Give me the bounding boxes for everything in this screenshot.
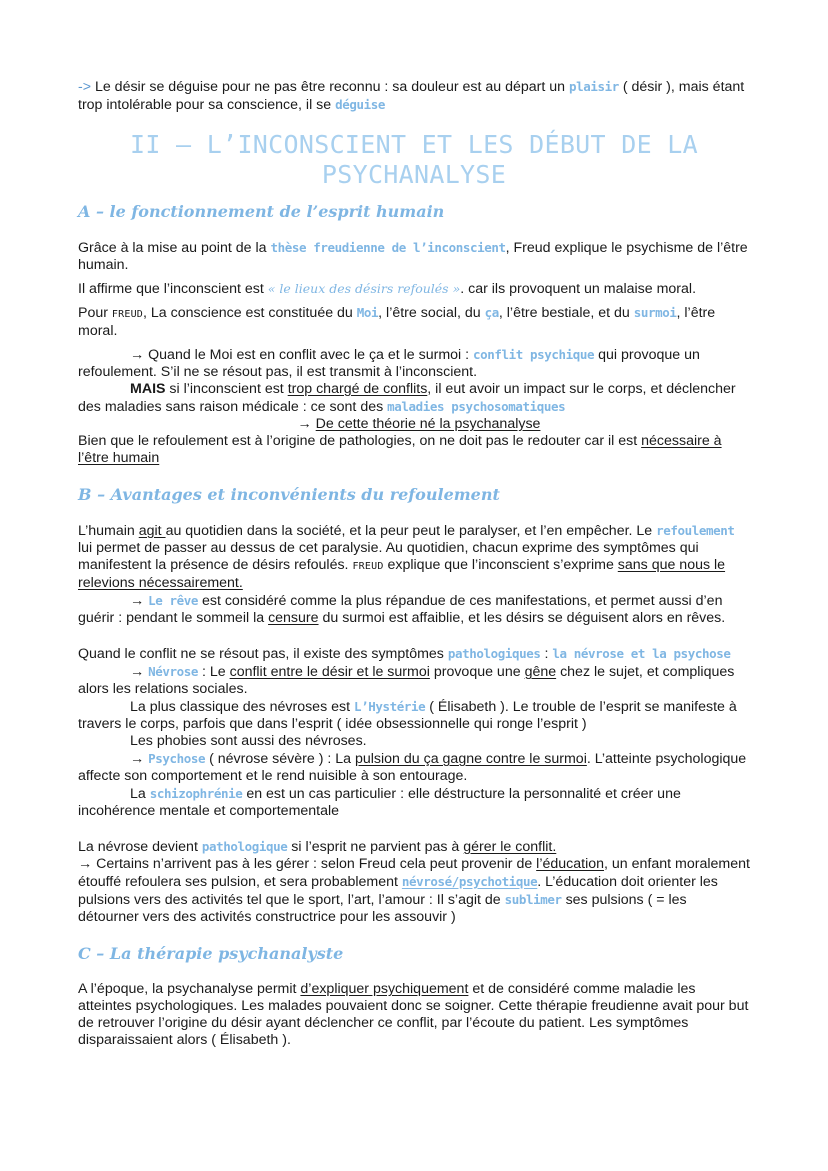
b-paragraph-8: La schizophrénie en est un cas particulier : elle déstructure la personnalité et créer une incohérence mentale et comportementale bbox=[78, 786, 681, 819]
text: Le désir se déguise pour ne pas être reconnu : sa douleur est au départ un bbox=[91, 79, 569, 95]
b-paragraph-3: Quand le conflit ne se résout pas, il existe des symptômes pathologiques : la névrose et la psychose bbox=[78, 646, 731, 662]
a-paragraph-5: MAIS si l’inconscient est trop chargé de conflits, il eut avoir un impact sur le corps, et déclencher des maladies sans raison médicale : ce sont des maladies psychosomatiques bbox=[78, 381, 736, 415]
a-paragraph-2: Il affirme que l’inconscient est « le lieux des désirs refoulés ». car ils provoquent un malaise moral. bbox=[78, 281, 697, 297]
heading-a: A – le fonctionnement de l’esprit humain bbox=[78, 202, 445, 221]
keyword: plaisir bbox=[568, 79, 619, 94]
section-title: II – L’INCONSCIENT ET LES DÉBUT DE LA PSYCHANALYSE bbox=[130, 130, 698, 189]
b-paragraph-1: L’humain agit au quotidien dans la société, et la peur peut le paralyser, et l’en empêcher. Le refoulement lui permet de passer au dessus de cet paralysie. Au quotidien, chacun exprime des symptômes qui manifestent la présence de désirs refoulés. FREUD explique que l’inconscient s’exprime sans que nous le relevions nécessairement. bbox=[78, 523, 735, 591]
c-paragraph-1: A l’époque, la psychanalyse permit d’expliquer psychiquement et de considéré comme maladie les atteintes psychologiques. Les malades pouvaient donc se soigner. Cette thérapie freudienne avait pour but de retrouver l’origine du désir ayant déclencher ce conflit, par l’écoute du patient. Les symptômes disparaissaient alors ( Élisabeth ). bbox=[78, 981, 749, 1048]
b-paragraph-7: → Psychose ( névrose sévère ) : La pulsion du ça gagne contre le surmoi. L’atteinte psychologique affecte son comportement et le rend nuisible à son entourage. bbox=[78, 751, 747, 784]
heading-b: B – Avantages et inconvénients du refoulement bbox=[78, 485, 500, 504]
b-paragraph-4: → Névrose : Le conflit entre le désir et le surmoi provoque une gêne chez le sujet, et compliques alors les relations sociales. bbox=[78, 664, 735, 697]
b-paragraph-9: La névrose devient pathologique si l’esprit ne parvient pas à gérer le conflit. bbox=[78, 839, 557, 855]
freud-name: FREUD bbox=[111, 309, 144, 320]
a-paragraph-7: Bien que le refoulement est à l’origine de pathologies, on ne doit pas le redouter car il est nécessaire à l’être humain bbox=[78, 433, 722, 466]
text: ( désir ), mais étant trop intolérable pour sa conscience, il se bbox=[78, 79, 745, 113]
b-paragraph-5: La plus classique des névroses est L’Hystérie ( Élisabeth ). Le trouble de l’esprit se manifeste à travers le corps, parfois que dans l’esprit ( idée obsessionnelle qui ronge l’esprit ) bbox=[78, 699, 737, 732]
heading-c: C – La thérapie psychanalyste bbox=[78, 944, 344, 963]
keyword: thèse freudienne de l’inconscient bbox=[270, 240, 506, 255]
quote: « le lieux des désirs refoulés » bbox=[267, 281, 461, 296]
a-paragraph-4: → Quand le Moi est en conflit avec le ça et le surmoi : conflit psychique qui provoque un refoulement. S’il ne se résout pas, il est transmit à l’inconscient. bbox=[78, 347, 700, 380]
a-paragraph-1: Grâce à la mise au point de la thèse freudienne de l’inconscient, Freud explique le psychisme de l’être humain. bbox=[78, 240, 748, 273]
a-paragraph-3: Pour FREUD, La conscience est constituée du Moi, l’être social, du ça, l’être bestiale, et du surmoi, l’être moral. bbox=[78, 305, 716, 339]
b-paragraph-10: → Certains n’arrivent pas à les gérer : selon Freud cela peut provenir de l’éducation, un enfant moralement étouffé refoulera ses pulsion, et sera probablement névrosé/psychotique. L’éducation doit orienter les pulsions vers des activités tel que le sport, l’art, l’amour : Il s’agit de sublimer ses pulsions ( = les détourner vers des activités constructrice pour les assouvir ) bbox=[78, 856, 750, 925]
intro-paragraph bbox=[78, 78, 750, 114]
a-paragraph-6: → De cette théorie né la psychanalyse bbox=[297, 416, 541, 432]
keyword: déguise bbox=[335, 97, 385, 112]
b-paragraph-6: Les phobies sont aussi des névroses. bbox=[130, 733, 367, 749]
document-page bbox=[78, 78, 750, 1049]
arrow-icon: -> bbox=[78, 79, 92, 95]
b-paragraph-2: → Le rêve est considéré comme la plus répandue de ces manifestations, et permet aussi d’en guérir : pendant le sommeil la censure du surmoi est affaiblie, et les désirs se déguisent alors en rêves. bbox=[78, 593, 726, 626]
